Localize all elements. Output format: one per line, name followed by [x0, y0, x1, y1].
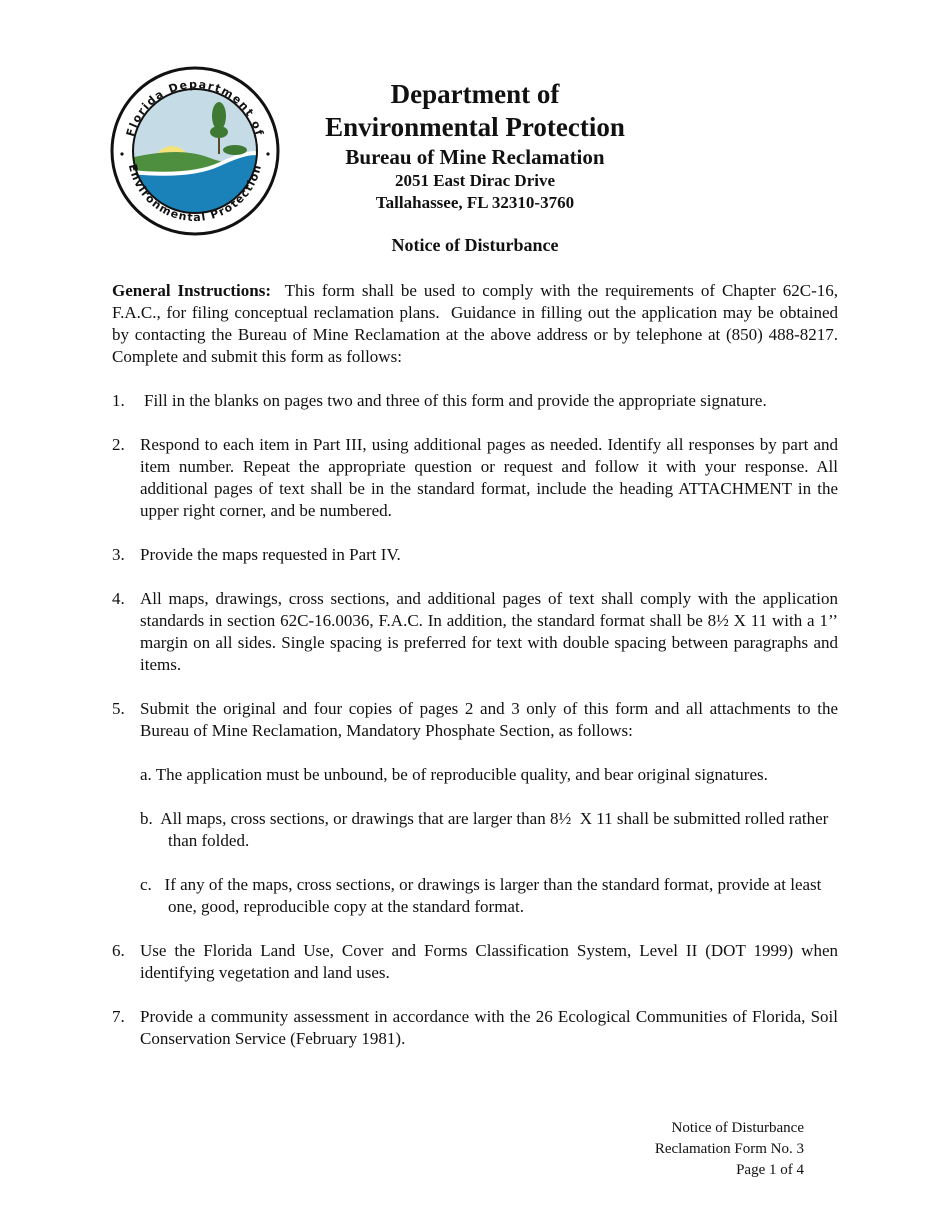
instruction-subitem-b: b. All maps, cross sections, or drawings that are larger than 8½ X 11 shall be submitted rolled rather than folded. [140, 809, 833, 850]
instruction-subitem-c: c. If any of the maps, cross sections, or drawings is larger than the standard format, provide at least one, good, reproducible copy at the standard format. [140, 875, 826, 916]
fdep-seal-icon [110, 66, 280, 236]
footer-form-number: Reclamation Form No. 3 [654, 1141, 804, 1157]
footer-page-number: Page 1 of 4 [736, 1162, 804, 1178]
instructions-body [112, 280, 847, 1072]
footer-form-title: Notice of Disturbance [671, 1120, 804, 1136]
address-street: 2051 East Dirac Drive [394, 171, 556, 190]
department-name-line2: Environmental Protection [325, 112, 625, 142]
instruction-item-6: 6. Use the Florida Land Use, Cover and Forms Classification System, Level II (DOT 1999) when identifying vegetation and land uses. [112, 941, 838, 982]
svg-text:Environmental Protection: Environmental Protection [125, 162, 265, 225]
bureau-name: Bureau of Mine Reclamation [345, 145, 605, 169]
instruction-subitem-a: a. The application must be unbound, be of reproducible quality, and bear original signatures. [140, 765, 768, 784]
address-city: Tallahassee, FL 32310-3760 [375, 193, 575, 212]
letterhead [300, 78, 650, 256]
instruction-item-4: 4. All maps, drawings, cross sections, and additional pages of text shall comply with the application standards in section 62C-16.0036, F.A.C. In addition, the standard format shall be 8½ X 11 with a 1’’ margin on all sides. Single spacing is preferred for text with double spacing between paragraphs and items. [112, 589, 838, 674]
general-instructions [112, 280, 847, 368]
svg-text:Florida Department of: Florida Department of [123, 77, 267, 138]
form-title: Notice of Disturbance [391, 235, 559, 255]
fdep-seal-logo [110, 66, 280, 236]
instruction-item-7: 7. Provide a community assessment in accordance with the 26 Ecological Communities of Florida, Soil Conservation Service (February 1981). [112, 1007, 838, 1048]
department-name-line1: Department of [390, 79, 560, 109]
instruction-item-2: 2. Respond to each item in Part III, using additional pages as needed. Identify all responses by part and item number. Repeat the appropriate question or request and follow it with your response. All additional pages of text shall be in the standard format, include the heading ATTACHMENT in the upper right corner, and be numbered. [112, 435, 838, 520]
instruction-item-1: 1. Fill in the blanks on pages two and three of this form and provide the appropriate signature. [112, 391, 767, 410]
general-instructions-label: General Instructions: [112, 281, 272, 300]
page-footer [655, 1118, 804, 1181]
general-instructions-text: This form shall be used to comply with the requirements of Chapter 62C-16, F.A.C., for filing conceptual reclamation plans. Guidance in filling out the application may be obtained by contacting the Bureau of Mine Reclamation at the above address or by telephone at (850) 488-8217. Complete and submit this form as follows: [112, 281, 847, 366]
instruction-item-5: 5. Submit the original and four copies of pages 2 and 3 only of this form and all attachments to the Bureau of Mine Reclamation, Mandatory Phosphate Section, as follows: [112, 699, 838, 740]
instruction-item-3: 3. Provide the maps requested in Part IV. [112, 545, 401, 564]
